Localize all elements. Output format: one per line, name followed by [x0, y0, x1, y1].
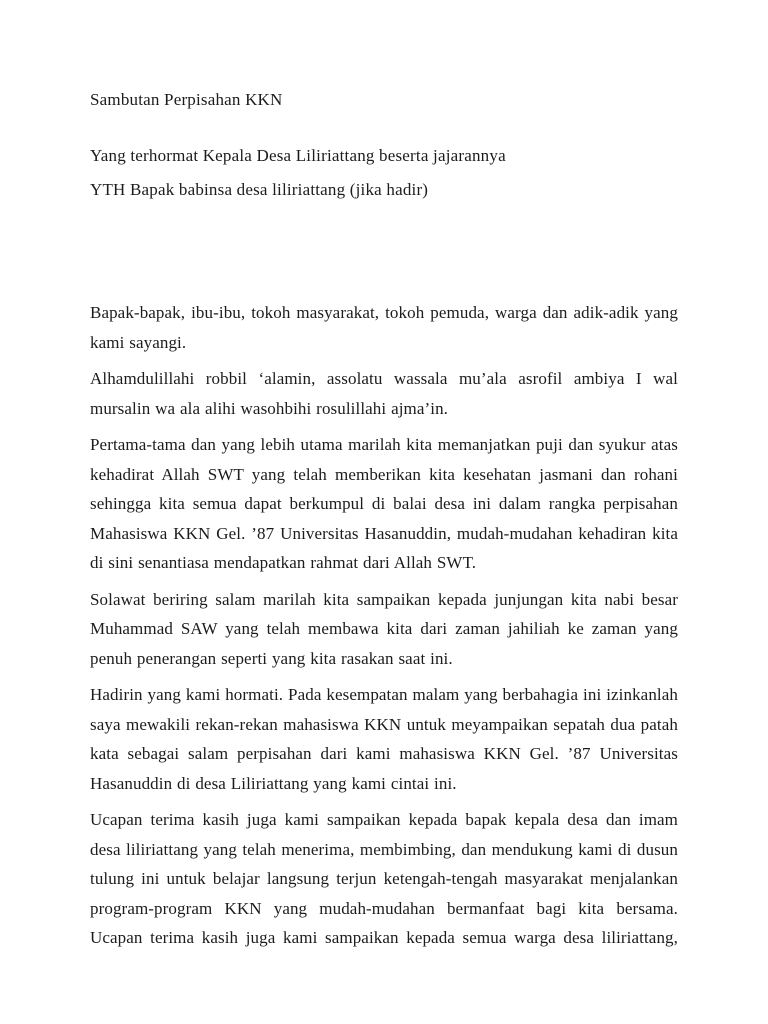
- paragraph-solawat: Solawat beriring salam marilah kita sampaikan kepada junjungan kita nabi besar Muhammad SAW yang telah membawa kita dari zaman jahiliah ke zaman yang penuh penerangan seperti yang kita rasakan saat ini.: [90, 589, 678, 668]
- addressee-line-babinsa: YTH Bapak babinsa desa liliriattang (jika hadir): [90, 180, 429, 199]
- addressee-line-kepala-desa: Yang terhormat Kepala Desa Liliriattang beserta jajarannya: [90, 146, 506, 165]
- addressee-block: [90, 144, 678, 202]
- paragraph-introduction: Hadirin yang kami hormati. Pada kesempatan malam yang berbahagia ini izinkanlah saya mewakili rekan-rekan mahasiswa KKN untuk meyampaikan sepatah dua patah kata sebagai salam perpisahan dari kami mahasiswa KKN Gel. ’87 Universitas Hasanuddin di desa Liliriattang yang kami cintai ini.: [90, 685, 678, 793]
- doc-title: Sambutan Perpisahan KKN: [90, 90, 283, 109]
- paragraph-thanks: Ucapan terima kasih juga kami sampaikan kepada bapak kepala desa dan imam desa liliriattang yang telah menerima, membimbing, dan mendukung kami di dusun tulung ini untuk belajar langsung terjun ketengah-tengah masyarakat menjalankan program-program KKN yang mudah-mudahan bermanfaat bagi kita bersama. Ucapan terima kasih juga kami sampaikan kepada semua warga desa liliriattang,: [90, 810, 678, 947]
- paragraph-greeting: Bapak-bapak, ibu-ibu, tokoh masyarakat, tokoh pemuda, warga dan adik-adik yang kami sayangi.: [90, 303, 678, 352]
- paragraph-gratitude: Pertama-tama dan yang lebih utama marilah kita memanjatkan puji dan syukur atas kehadirat Allah SWT yang telah memberikan kita kesehatan jasmani dan rohani sehingga kita semua dapat berkumpul di balai desa ini dalam rangka perpisahan Mahasiswa KKN Gel. ’87 Universitas Hasanuddin, mudah-mudahan kehadiran kita di sini senantiasa mendapatkan rahmat dari Allah SWT.: [90, 435, 678, 572]
- paragraph-opening-prayer: Alhamdulillahi robbil ‘alamin, assolatu wassala mu’ala asrofil ambiya I wal mursalin wa ala alihi wasohbihi rosulillahi ajma’in.: [90, 369, 678, 418]
